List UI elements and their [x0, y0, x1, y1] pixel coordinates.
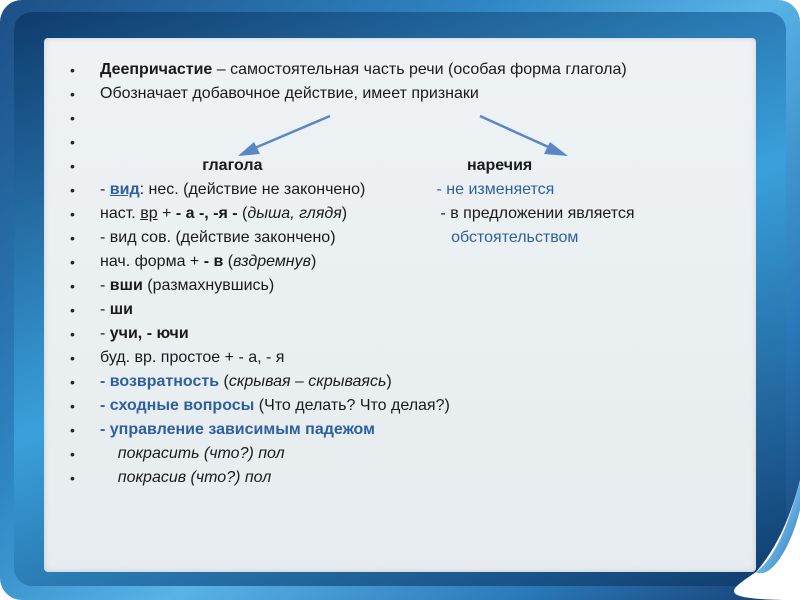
bullet-icon: •	[70, 134, 75, 150]
text-segment: ши	[109, 301, 133, 318]
text-segment: - управление зависимым падежом	[100, 421, 375, 438]
page-curl	[600, 440, 800, 600]
text-segment: наст.	[100, 205, 141, 222]
text-segment: вши	[109, 277, 143, 294]
text-segment	[100, 157, 202, 174]
text-segment: буд. вр. простое + - а, - я	[100, 349, 285, 366]
list-item	[62, 418, 722, 442]
text-segment: (	[237, 205, 248, 222]
bullet-icon: •	[70, 350, 75, 366]
text-segment: наречия	[466, 157, 533, 174]
text-segment: : нес. (действие не закончено)	[139, 181, 437, 198]
text-segment: - возвратность	[100, 373, 220, 390]
bullet-icon: •	[70, 302, 75, 318]
text-segment: - сходные вопросы	[100, 397, 255, 414]
bullet-icon: •	[70, 86, 75, 102]
list-item	[62, 250, 722, 274]
text-segment: (	[223, 253, 234, 270]
list-item	[62, 274, 722, 298]
list-item	[62, 106, 722, 130]
text-segment	[262, 157, 466, 174]
bullet-icon: •	[70, 326, 75, 342]
text-segment: Обозначает добавочное действие, имеет признаки	[100, 85, 479, 102]
list-item	[62, 130, 722, 154]
text-segment: скрывая – скрываясь	[228, 373, 387, 390]
bullet-icon: •	[70, 422, 75, 438]
text-segment: покрасив (что?) пол	[117, 469, 272, 486]
text-segment: Деепричастие	[100, 61, 213, 78]
text-segment: - в	[203, 253, 224, 270]
list-item	[62, 82, 722, 106]
text-segment: (	[219, 373, 229, 390]
list-item	[62, 178, 722, 202]
text-segment: -	[100, 181, 110, 198]
text-segment: (размахнувшись)	[142, 277, 275, 294]
text-segment: - вид сов. (действие закончено)	[100, 229, 452, 246]
bullet-icon: •	[70, 230, 75, 246]
text-segment: - а -, -я -	[175, 205, 238, 222]
list-item	[62, 226, 722, 250]
bullet-icon: •	[70, 398, 75, 414]
text-segment	[100, 445, 118, 462]
text-segment: вид	[109, 181, 140, 198]
text-segment: -	[100, 301, 110, 318]
text-segment: ) - в предложении является	[341, 205, 635, 222]
text-segment: )	[386, 373, 392, 390]
list-item	[62, 58, 722, 82]
text-segment: вр	[140, 205, 158, 222]
text-segment: обстоятельством	[451, 229, 579, 246]
bullet-icon: •	[70, 374, 75, 390]
text-segment: -	[100, 325, 110, 342]
text-segment: )	[310, 253, 317, 270]
list-item	[62, 154, 722, 178]
bullet-icon: •	[70, 158, 75, 174]
bullet-list	[62, 58, 722, 490]
text-segment: - не изменяется	[436, 181, 555, 198]
text-segment: – самостоятельная часть речи (особая форма глагола)	[212, 61, 627, 78]
text-segment: учи, - ючи	[109, 325, 189, 342]
text-segment: +	[157, 205, 176, 222]
text-segment: нач. форма +	[100, 253, 204, 270]
list-item	[62, 394, 722, 418]
bullet-icon: •	[70, 182, 75, 198]
text-segment: глагола	[202, 157, 263, 174]
text-segment: (Что делать? Что делая?)	[254, 397, 450, 414]
list-item	[62, 370, 722, 394]
bullet-icon: •	[70, 446, 75, 462]
list-item	[62, 322, 722, 346]
text-segment: покрасить (что?) пол	[117, 445, 285, 462]
list-item	[62, 346, 722, 370]
list-item	[62, 202, 722, 226]
text-segment: вздремнув	[233, 253, 311, 270]
bullet-icon: •	[70, 278, 75, 294]
list-item	[62, 298, 722, 322]
bullet-icon: •	[70, 62, 75, 78]
bullet-icon: •	[70, 254, 75, 270]
text-segment	[100, 469, 118, 486]
text-segment: дыша, глядя	[247, 205, 342, 222]
bullet-icon: •	[70, 206, 75, 222]
bullet-icon: •	[70, 110, 75, 126]
text-segment: -	[100, 277, 110, 294]
bullet-icon: •	[70, 470, 75, 486]
